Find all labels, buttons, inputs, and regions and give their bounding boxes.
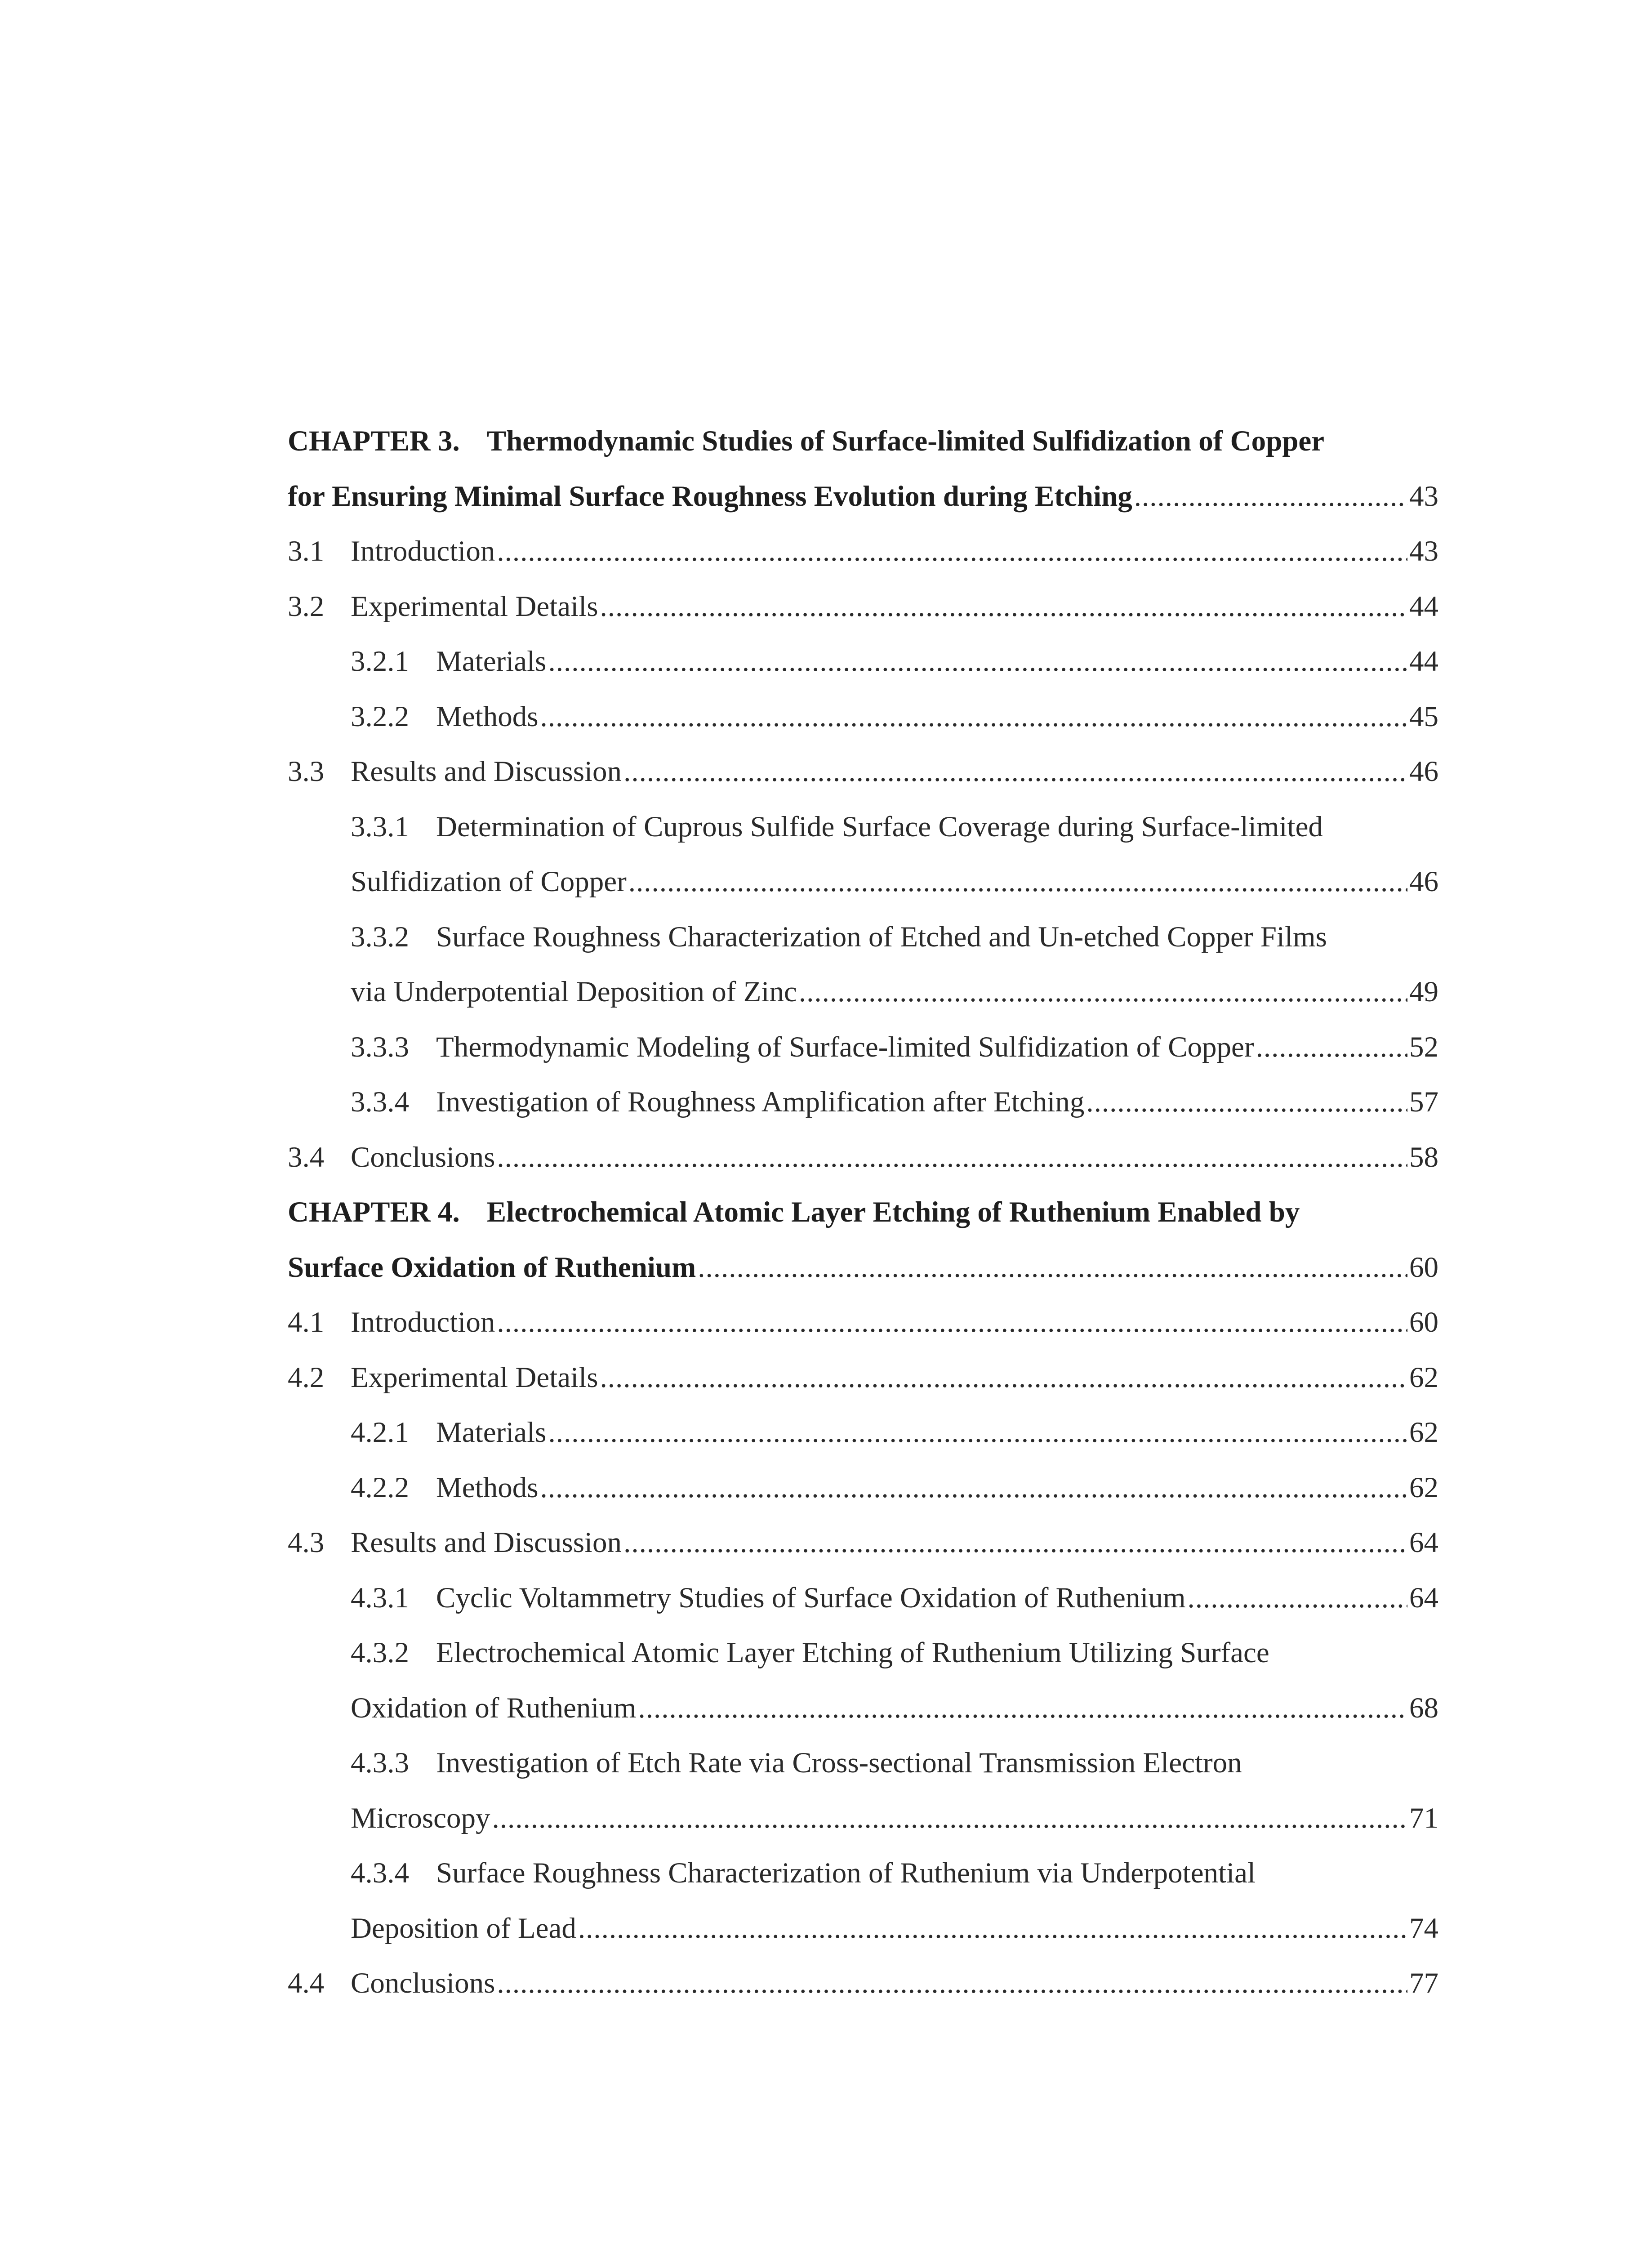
section-number: 4.3 [288, 1526, 325, 1559]
section-title: Results and Discussion [351, 755, 622, 788]
page-number: 74 [1409, 1912, 1438, 1945]
section-title: Results and Discussion [351, 1526, 622, 1559]
subsection-number: 4.3.2 [351, 1637, 409, 1669]
toc-entry[interactable] [288, 1240, 1438, 1295]
toc-entry[interactable] [288, 634, 1438, 689]
subsection-number: 4.2.2 [351, 1471, 409, 1504]
toc-entry[interactable] [288, 469, 1438, 524]
toc-entry[interactable] [288, 1625, 1438, 1681]
toc-entry[interactable] [288, 689, 1438, 745]
section-number: 3.4 [288, 1141, 325, 1173]
subsection-number: 3.3.3 [351, 1030, 409, 1063]
page-number: 60 [1409, 1251, 1438, 1284]
toc-chapter-4-heading [288, 1185, 1438, 1240]
chapter-title: Electrochemical Atomic Layer Etching of Ruthenium Enabled by [486, 1196, 1300, 1228]
section-number: 4.1 [288, 1306, 325, 1338]
toc-entry[interactable] [288, 1350, 1438, 1405]
section-number: 4.4 [288, 1967, 325, 1999]
subsection-title-continued: Oxidation of Ruthenium [351, 1691, 637, 1724]
toc-entry[interactable] [288, 1460, 1438, 1516]
toc-entry[interactable] [288, 1570, 1438, 1626]
page-number: 60 [1409, 1306, 1438, 1338]
subsection-title: Electrochemical Atomic Layer Etching of Ruthenium Utilizing Surface [436, 1637, 1269, 1669]
dot-leader [600, 1350, 1407, 1405]
page-number: 49 [1409, 976, 1438, 1008]
subsection-title: Surface Roughness Characterization of Etched and Un-etched Copper Films [436, 920, 1327, 953]
toc-entry[interactable] [288, 1020, 1438, 1075]
toc-entry[interactable] [288, 524, 1438, 579]
dot-leader [548, 1405, 1407, 1460]
dot-leader [497, 524, 1407, 579]
chapter-label: CHAPTER 3. [288, 425, 460, 457]
page-number: 62 [1409, 1471, 1438, 1504]
dot-leader [698, 1240, 1407, 1295]
subsection-title: Determination of Cuprous Sulfide Surface Coverage during Surface-limited [436, 810, 1323, 843]
dot-leader [799, 964, 1407, 1020]
page-number: 68 [1409, 1691, 1438, 1724]
subsection-title: Investigation of Etch Rate via Cross-sectional Transmission Electron [436, 1747, 1242, 1779]
section-number: 3.2 [288, 590, 325, 623]
toc-entry[interactable] [288, 799, 1438, 855]
subsection-number: 3.2.1 [351, 645, 409, 678]
subsection-number: 4.2.1 [351, 1416, 409, 1449]
chapter-title-continued: for Ensuring Minimal Surface Roughness Evolution during Etching [288, 480, 1132, 513]
dot-leader [497, 1130, 1407, 1185]
subsection-title: Surface Roughness Characterization of Ruthenium via Underpotential [436, 1857, 1256, 1889]
section-title: Conclusions [351, 1141, 495, 1173]
toc-entry[interactable] [288, 1405, 1438, 1460]
dot-leader [1256, 1020, 1407, 1075]
dot-leader [548, 634, 1407, 689]
page-number: 57 [1409, 1086, 1438, 1118]
toc-entry[interactable] [288, 744, 1438, 799]
chapter-title: Thermodynamic Studies of Surface-limited Sulfidization of Copper [486, 425, 1325, 457]
chapter-label: CHAPTER 4. [288, 1196, 460, 1228]
dot-leader [492, 1791, 1408, 1846]
toc-entry-continued[interactable] [288, 964, 1438, 1020]
page-number: 64 [1409, 1581, 1438, 1614]
toc-entry[interactable] [288, 1075, 1438, 1130]
page-number: 43 [1409, 535, 1438, 567]
page-number: 62 [1409, 1361, 1438, 1394]
page-number: 46 [1409, 865, 1438, 898]
toc-entry-continued[interactable] [288, 1901, 1438, 1956]
subsection-number: 4.3.4 [351, 1857, 409, 1889]
subsection-number: 3.2.2 [351, 700, 409, 733]
subsection-number: 3.3.4 [351, 1086, 409, 1118]
section-number: 3.1 [288, 535, 325, 567]
dot-leader [628, 854, 1407, 910]
page-number: 64 [1409, 1526, 1438, 1559]
toc-entry[interactable] [288, 1735, 1438, 1791]
dot-leader [540, 1460, 1408, 1516]
subsection-number: 3.3.2 [351, 920, 409, 953]
section-number: 3.3 [288, 755, 325, 788]
toc-chapter-3-heading [288, 414, 1438, 469]
page-number: 45 [1409, 700, 1438, 733]
page-number: 58 [1409, 1141, 1438, 1173]
toc-entry[interactable] [288, 579, 1438, 634]
dot-leader [638, 1681, 1408, 1736]
table-of-contents [288, 414, 1438, 2011]
toc-entry[interactable] [288, 1956, 1438, 2011]
toc-entry[interactable] [288, 1295, 1438, 1350]
subsection-title: Materials [436, 645, 547, 678]
subsection-title: Methods [436, 1471, 539, 1504]
section-title: Experimental Details [351, 1361, 598, 1394]
toc-entry[interactable] [288, 1846, 1438, 1901]
chapter-title-continued: Surface Oxidation of Ruthenium [288, 1251, 696, 1284]
subsection-title: Thermodynamic Modeling of Surface-limited Sulfidization of Copper [436, 1030, 1254, 1063]
dot-leader [1134, 469, 1407, 524]
subsection-title: Cyclic Voltammetry Studies of Surface Oxidation of Ruthenium [436, 1581, 1186, 1614]
subsection-number: 4.3.3 [351, 1747, 409, 1779]
toc-entry[interactable] [288, 1515, 1438, 1570]
section-title: Conclusions [351, 1967, 495, 1999]
dot-leader [600, 579, 1407, 634]
page-number: 52 [1409, 1030, 1438, 1063]
page-number: 44 [1409, 645, 1438, 678]
dot-leader [1086, 1075, 1407, 1130]
subsection-title-continued: via Underpotential Deposition of Zinc [351, 976, 797, 1008]
page-number: 43 [1409, 480, 1438, 513]
dot-leader [497, 1956, 1407, 2011]
subsection-title-continued: Deposition of Lead [351, 1912, 576, 1945]
subsection-number: 4.3.1 [351, 1581, 409, 1614]
dot-leader [623, 1515, 1407, 1570]
toc-entry-continued[interactable] [288, 854, 1438, 910]
toc-entry[interactable] [288, 1130, 1438, 1185]
section-number: 4.2 [288, 1361, 325, 1394]
toc-entry-continued[interactable] [288, 1791, 1438, 1846]
dot-leader [540, 689, 1408, 745]
toc-entry-continued[interactable] [288, 1681, 1438, 1736]
subsection-number: 3.3.1 [351, 810, 409, 843]
subsection-title: Investigation of Roughness Amplification after Etching [436, 1086, 1085, 1118]
page-number: 46 [1409, 755, 1438, 788]
dot-leader [623, 744, 1407, 799]
dot-leader [1188, 1570, 1408, 1626]
page-number: 71 [1409, 1802, 1438, 1834]
dot-leader [497, 1295, 1407, 1350]
section-title: Introduction [351, 1306, 495, 1338]
page-number: 62 [1409, 1416, 1438, 1449]
subsection-title: Methods [436, 700, 539, 733]
subsection-title: Materials [436, 1416, 547, 1449]
section-title: Experimental Details [351, 590, 598, 623]
toc-entry[interactable] [288, 910, 1438, 965]
subsection-title-continued: Sulfidization of Copper [351, 865, 627, 898]
page-number: 44 [1409, 590, 1438, 623]
subsection-title-continued: Microscopy [351, 1802, 490, 1834]
page-number: 77 [1409, 1967, 1438, 1999]
dot-leader [578, 1901, 1407, 1956]
section-title: Introduction [351, 535, 495, 567]
